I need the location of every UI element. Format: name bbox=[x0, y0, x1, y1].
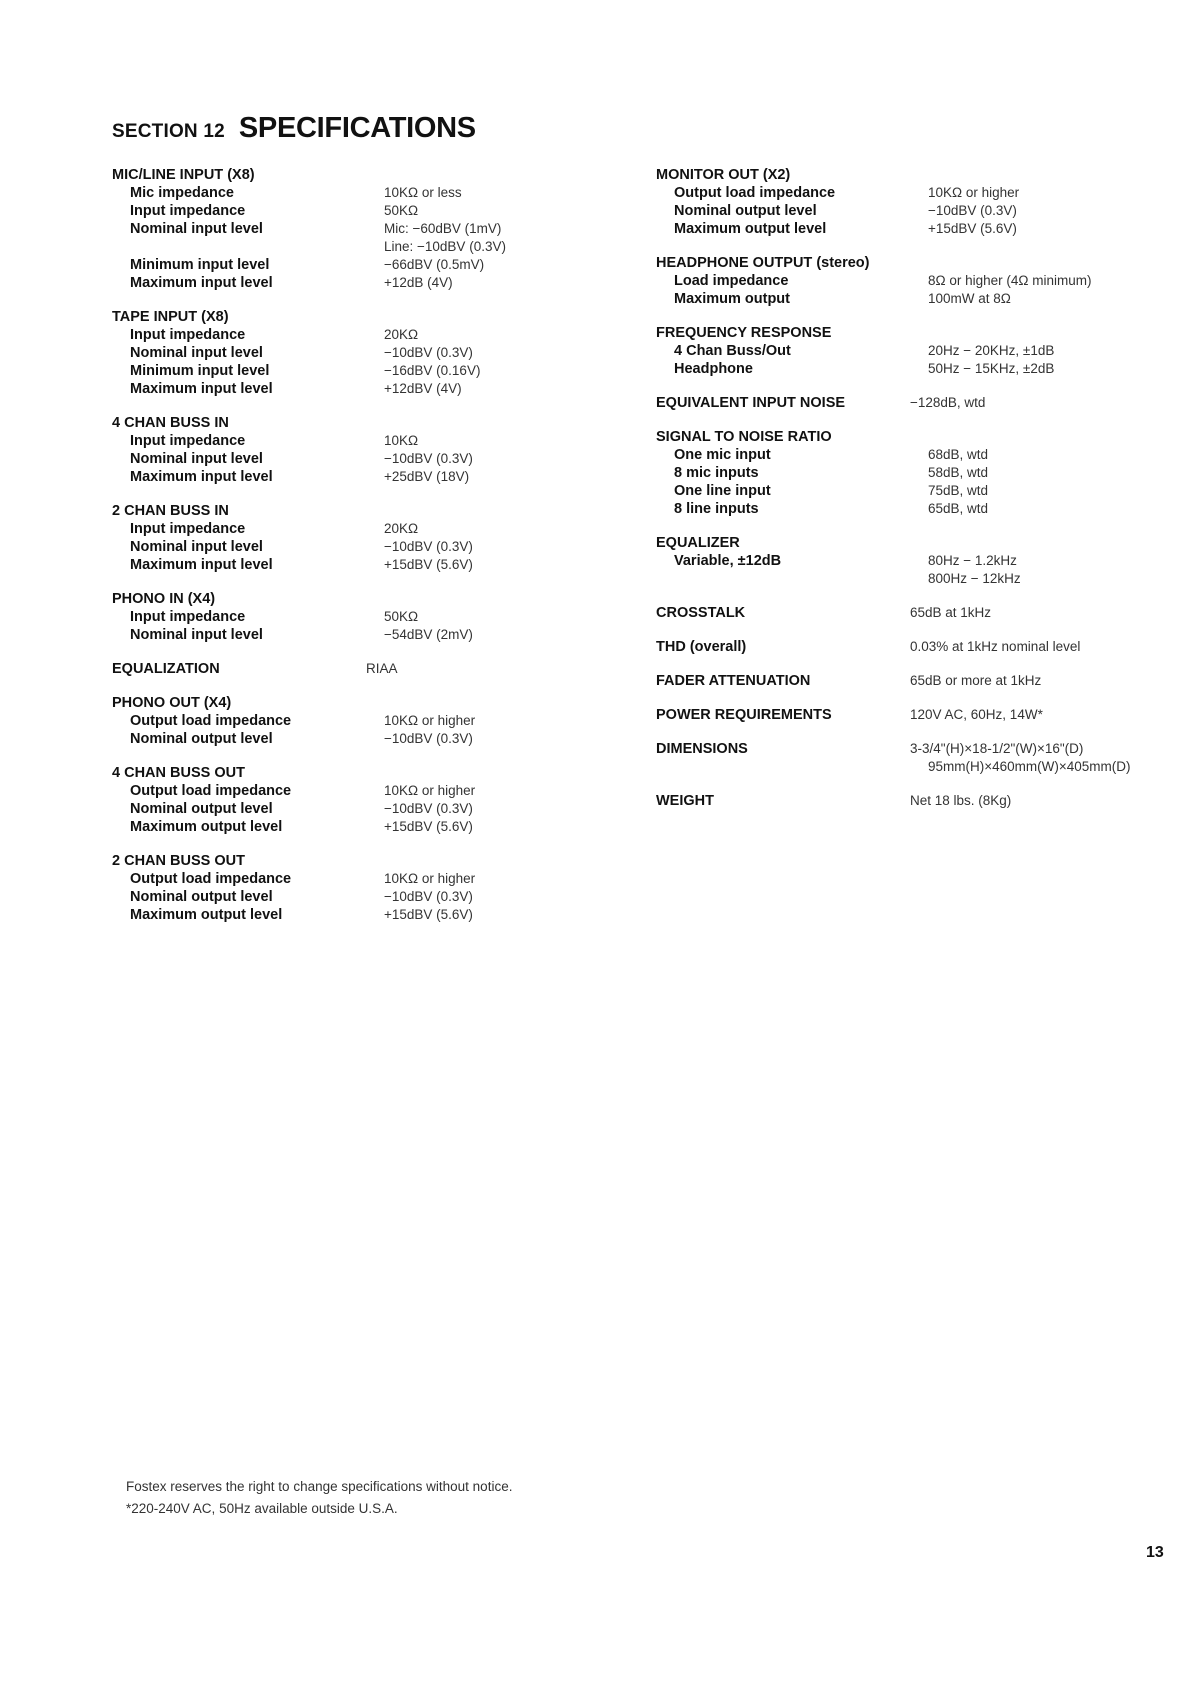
spec-group-header bbox=[112, 590, 506, 608]
spec-label: Nominal output level bbox=[130, 731, 273, 747]
spec-value: 100mW at 8Ω bbox=[928, 291, 1011, 306]
spec-label: Nominal input level bbox=[130, 627, 263, 643]
spec-value: −10dBV (0.3V) bbox=[928, 203, 1017, 218]
spec-group bbox=[112, 694, 506, 748]
spec-group-title: WEIGHT bbox=[656, 793, 714, 809]
spec-group bbox=[112, 590, 506, 644]
spec-label: Load impedance bbox=[674, 273, 789, 289]
spec-label: Maximum output level bbox=[674, 221, 827, 237]
spec-group-header bbox=[112, 660, 506, 678]
spec-group-header bbox=[656, 604, 1131, 622]
spec-group bbox=[656, 706, 1131, 724]
spec-value: −16dBV (0.16V) bbox=[384, 363, 481, 378]
spec-group bbox=[656, 428, 1131, 518]
spec-label: Nominal output level bbox=[130, 801, 273, 817]
spec-group bbox=[656, 324, 1131, 378]
spec-group-title: TAPE INPUT (X8) bbox=[112, 309, 229, 325]
spec-value: 50Hz − 15KHz, ±2dB bbox=[928, 361, 1055, 376]
spec-group-header bbox=[112, 694, 506, 712]
spec-value: 20Hz − 20KHz, ±1dB bbox=[928, 343, 1055, 358]
spec-row bbox=[112, 556, 506, 574]
spec-row bbox=[656, 342, 1131, 360]
page-heading bbox=[112, 112, 476, 145]
spec-value: −10dBV (0.3V) bbox=[384, 345, 473, 360]
spec-group bbox=[656, 792, 1131, 810]
spec-group-title: PHONO OUT (X4) bbox=[112, 695, 232, 711]
spec-label: Nominal input level bbox=[130, 539, 263, 555]
spec-value: 65dB at 1kHz bbox=[910, 605, 992, 620]
spec-value: 58dB, wtd bbox=[928, 465, 989, 480]
spec-value: +15dBV (5.6V) bbox=[384, 819, 473, 834]
spec-row bbox=[112, 184, 506, 202]
spec-row bbox=[112, 238, 506, 256]
spec-value: Net 18 lbs. (8Kg) bbox=[910, 793, 1012, 808]
spec-group-header bbox=[656, 394, 1131, 412]
spec-group-title: EQUALIZATION bbox=[112, 661, 220, 677]
spec-group-title: FADER ATTENUATION bbox=[656, 673, 811, 689]
spec-value: 10KΩ bbox=[384, 433, 419, 448]
spec-value: −54dBV (2mV) bbox=[384, 627, 473, 642]
spec-label: Output load impedance bbox=[130, 783, 292, 799]
spec-label: Headphone bbox=[674, 361, 753, 377]
spec-label bbox=[656, 570, 928, 588]
spec-label: One line input bbox=[674, 483, 771, 499]
footnote-line: Fostex reserves the right to change specifications without notice. bbox=[126, 1479, 513, 1494]
spec-value: −10dBV (0.3V) bbox=[384, 731, 473, 746]
spec-group-title: 4 CHAN BUSS IN bbox=[112, 415, 229, 431]
spec-row bbox=[112, 220, 506, 238]
spec-row bbox=[656, 500, 1131, 518]
spec-value: +12dBV (4V) bbox=[384, 381, 462, 396]
spec-value: 80Hz − 1.2kHz bbox=[928, 553, 1017, 568]
spec-row bbox=[112, 202, 506, 220]
spec-row bbox=[112, 608, 506, 626]
spec-group bbox=[656, 254, 1131, 308]
spec-group-header bbox=[656, 672, 1131, 690]
spec-value: 10KΩ or higher bbox=[928, 185, 1020, 200]
spec-value: 65dB or more at 1kHz bbox=[910, 673, 1042, 688]
spec-group bbox=[112, 660, 506, 678]
spec-group bbox=[112, 764, 506, 836]
spec-group-header bbox=[656, 792, 1131, 810]
spec-label: 8 mic inputs bbox=[674, 465, 759, 481]
spec-label: Maximum input level bbox=[130, 557, 273, 573]
spec-row bbox=[656, 446, 1131, 464]
spec-group-title: HEADPHONE OUTPUT (stereo) bbox=[656, 255, 870, 271]
spec-label: Maximum input level bbox=[130, 275, 273, 291]
spec-label: Nominal input level bbox=[130, 345, 263, 361]
spec-value: 120V AC, 60Hz, 14W* bbox=[910, 707, 1043, 722]
spec-label: Mic impedance bbox=[130, 185, 234, 201]
page-title: SPECIFICATIONS bbox=[238, 112, 476, 144]
spec-value: −66dBV (0.5mV) bbox=[384, 257, 485, 272]
spec-label: Input impedance bbox=[130, 327, 246, 343]
spec-label: Maximum output level bbox=[130, 819, 283, 835]
spec-value: Line: −10dBV (0.3V) bbox=[384, 239, 506, 254]
spec-label: Output load impedance bbox=[674, 185, 836, 201]
spec-value: 8Ω or higher (4Ω minimum) bbox=[928, 273, 1092, 288]
spec-row bbox=[112, 818, 506, 836]
spec-row bbox=[112, 468, 506, 486]
spec-value: 20KΩ bbox=[384, 327, 419, 342]
spec-row bbox=[112, 906, 506, 924]
spec-label: Minimum input level bbox=[130, 363, 270, 379]
spec-group bbox=[656, 534, 1131, 588]
spec-group bbox=[656, 638, 1131, 656]
spec-label: Variable, ±12dB bbox=[674, 553, 782, 569]
spec-value: 20KΩ bbox=[384, 521, 419, 536]
spec-value: 3-3/4"(H)×18-1/2"(W)×16"(D) bbox=[910, 741, 1084, 756]
spec-value: 800Hz − 12kHz bbox=[928, 571, 1021, 586]
spec-row bbox=[112, 712, 506, 730]
spec-group bbox=[656, 604, 1131, 622]
spec-group-header bbox=[112, 852, 506, 870]
spec-group-title: DIMENSIONS bbox=[656, 741, 748, 757]
spec-row bbox=[656, 360, 1131, 378]
spec-group-header bbox=[112, 308, 506, 326]
spec-value: 10KΩ or higher bbox=[384, 783, 476, 798]
spec-label: Input impedance bbox=[130, 203, 246, 219]
spec-row bbox=[112, 344, 506, 362]
spec-label: Minimum input level bbox=[130, 257, 270, 273]
spec-row bbox=[112, 870, 506, 888]
spec-row bbox=[112, 538, 506, 556]
spec-row bbox=[656, 290, 1131, 308]
spec-row bbox=[656, 464, 1131, 482]
spec-row bbox=[112, 800, 506, 818]
spec-value: +15dBV (5.6V) bbox=[928, 221, 1017, 236]
spec-label: 8 line inputs bbox=[674, 501, 759, 517]
spec-group-title: 4 CHAN BUSS OUT bbox=[112, 765, 245, 781]
spec-value: 50KΩ bbox=[384, 609, 419, 624]
specs-right-column bbox=[656, 166, 1131, 826]
specs-left-column bbox=[112, 166, 506, 940]
spec-group-title: MONITOR OUT (X2) bbox=[656, 167, 791, 183]
spec-group-header bbox=[656, 166, 1131, 184]
spec-group bbox=[112, 308, 506, 398]
spec-row bbox=[656, 482, 1131, 500]
spec-value: 65dB, wtd bbox=[928, 501, 989, 516]
spec-row bbox=[112, 274, 506, 292]
spec-label: Input impedance bbox=[130, 521, 246, 537]
spec-label: Nominal input level bbox=[130, 221, 263, 237]
spec-label: Output load impedance bbox=[130, 713, 292, 729]
spec-value: −10dBV (0.3V) bbox=[384, 539, 473, 554]
spec-value: 10KΩ or higher bbox=[384, 871, 476, 886]
spec-value: 75dB, wtd bbox=[928, 483, 989, 498]
spec-row bbox=[112, 730, 506, 748]
spec-group bbox=[656, 740, 1131, 776]
spec-row bbox=[656, 184, 1131, 202]
spec-group-header bbox=[112, 414, 506, 432]
spec-value: Mic: −60dBV (1mV) bbox=[384, 221, 502, 236]
spec-group-header bbox=[656, 706, 1131, 724]
spec-group-header bbox=[112, 764, 506, 782]
spec-row bbox=[656, 758, 1131, 776]
spec-group-title: 2 CHAN BUSS IN bbox=[112, 503, 229, 519]
spec-group-header bbox=[112, 166, 506, 184]
spec-group-header bbox=[656, 428, 1131, 446]
spec-value: +25dBV (18V) bbox=[384, 469, 470, 484]
footnote bbox=[126, 1476, 512, 1520]
spec-group bbox=[112, 166, 506, 292]
spec-label: Output load impedance bbox=[130, 871, 292, 887]
spec-value: +15dBV (5.6V) bbox=[384, 907, 473, 922]
spec-row bbox=[656, 272, 1131, 290]
spec-value: +15dBV (5.6V) bbox=[384, 557, 473, 572]
spec-group-header bbox=[656, 324, 1131, 342]
spec-label: Input impedance bbox=[130, 609, 246, 625]
section-number: SECTION 12 bbox=[112, 121, 225, 142]
spec-value: 10KΩ or higher bbox=[384, 713, 476, 728]
spec-label bbox=[112, 238, 384, 256]
spec-row bbox=[112, 380, 506, 398]
spec-value: +12dB (4V) bbox=[384, 275, 453, 290]
spec-group-title: SIGNAL TO NOISE RATIO bbox=[656, 429, 832, 445]
spec-label: Maximum output level bbox=[130, 907, 283, 923]
spec-label: One mic input bbox=[674, 447, 771, 463]
spec-row bbox=[656, 552, 1131, 570]
spec-group-title: MIC/LINE INPUT (X8) bbox=[112, 167, 255, 183]
spec-group-header bbox=[656, 254, 1131, 272]
spec-group-title: CROSSTALK bbox=[656, 605, 746, 621]
spec-value: 95mm(H)×460mm(W)×405mm(D) bbox=[928, 759, 1131, 774]
spec-value: 10KΩ or less bbox=[384, 185, 462, 200]
spec-value: 68dB, wtd bbox=[928, 447, 989, 462]
page-number: 13 bbox=[1146, 1544, 1164, 1561]
spec-row bbox=[112, 362, 506, 380]
spec-row bbox=[656, 570, 1131, 588]
spec-label: Nominal input level bbox=[130, 451, 263, 467]
spec-row bbox=[112, 888, 506, 906]
spec-value: −128dB, wtd bbox=[910, 395, 986, 410]
spec-value: −10dBV (0.3V) bbox=[384, 801, 473, 816]
spec-group bbox=[656, 166, 1131, 238]
spec-group bbox=[112, 852, 506, 924]
footnote-line: *220-240V AC, 50Hz available outside U.S.A. bbox=[126, 1501, 398, 1516]
spec-label: Maximum input level bbox=[130, 381, 273, 397]
spec-group-header bbox=[656, 534, 1131, 552]
spec-value: 50KΩ bbox=[384, 203, 419, 218]
spec-group-title: FREQUENCY RESPONSE bbox=[656, 325, 832, 341]
spec-group-title: POWER REQUIREMENTS bbox=[656, 707, 832, 723]
spec-group-title: EQUIVALENT INPUT NOISE bbox=[656, 395, 846, 411]
spec-group-title: 2 CHAN BUSS OUT bbox=[112, 853, 245, 869]
spec-row bbox=[112, 626, 506, 644]
spec-group bbox=[112, 502, 506, 574]
spec-label: Nominal output level bbox=[674, 203, 817, 219]
spec-label: Input impedance bbox=[130, 433, 246, 449]
spec-label: Maximum output bbox=[674, 291, 790, 307]
spec-label bbox=[656, 758, 928, 776]
spec-group-header bbox=[656, 740, 1131, 758]
spec-row bbox=[112, 520, 506, 538]
spec-group bbox=[112, 414, 506, 486]
spec-label: Nominal output level bbox=[130, 889, 273, 905]
spec-group-title: EQUALIZER bbox=[656, 535, 740, 551]
spec-row bbox=[112, 256, 506, 274]
spec-group-title: THD (overall) bbox=[656, 639, 747, 655]
spec-group-header bbox=[112, 502, 506, 520]
spec-group bbox=[656, 672, 1131, 690]
spec-row bbox=[112, 782, 506, 800]
spec-value: −10dBV (0.3V) bbox=[384, 889, 473, 904]
spec-row bbox=[656, 220, 1131, 238]
spec-label: Maximum input level bbox=[130, 469, 273, 485]
spec-group-header bbox=[656, 638, 1131, 656]
spec-value: −10dBV (0.3V) bbox=[384, 451, 473, 466]
spec-group bbox=[656, 394, 1131, 412]
spec-label: 4 Chan Buss/Out bbox=[674, 343, 791, 359]
spec-group-title: PHONO IN (X4) bbox=[112, 591, 216, 607]
spec-row bbox=[656, 202, 1131, 220]
spec-value: 0.03% at 1kHz nominal level bbox=[910, 639, 1081, 654]
spec-value: RIAA bbox=[366, 661, 398, 676]
spec-row bbox=[112, 326, 506, 344]
spec-row bbox=[112, 432, 506, 450]
spec-row bbox=[112, 450, 506, 468]
